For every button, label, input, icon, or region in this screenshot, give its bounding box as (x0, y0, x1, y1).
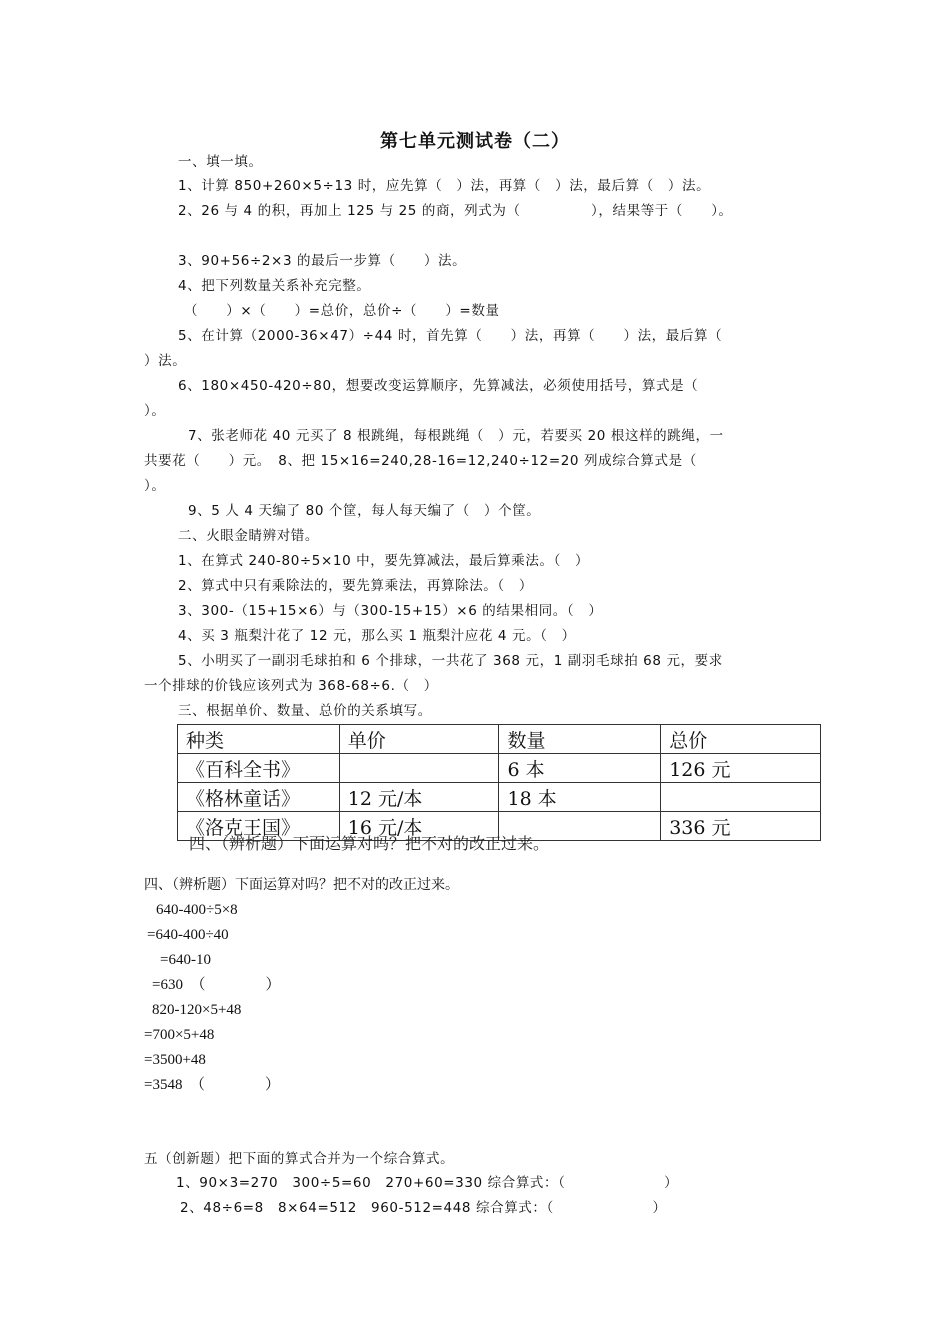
s2-q5-line1: 5、小明买了一副羽毛球拍和 6 个排球，一共花了 368 元，1 副羽毛球拍 68 元，要求 (178, 653, 723, 669)
section5-heading: 五（创新题）把下面的算式合并为一个综合算式。 (144, 1151, 455, 1167)
table-cell: 336 元 (661, 812, 821, 841)
s2-q1: 1、在算式 240-80÷5×10 中，要先算减法，最后算乘法。（ ） (178, 553, 590, 569)
table-header-row (178, 725, 821, 754)
table-cell: 12 元/本 (339, 783, 499, 812)
s1-q2: 2、26 与 4 的积，再加上 125 与 25 的商，列式为（ ），结果等于（ ）。 (178, 203, 733, 219)
header-cell: 数量 (499, 725, 661, 754)
calc2-line: 820-120×5+48 (152, 1002, 242, 1018)
s2-q3: 3、300-（15+15×6）与（300-15+15）×6 的结果相同。（ ） (178, 603, 603, 619)
cropped-text-strip (177, 834, 827, 853)
s1-q6-line2: ）。 (144, 403, 166, 419)
page-title: 第七单元测试卷（二） (380, 131, 570, 152)
s1-q5-line1: 5、在计算（2000-36×47）÷44 时，首先算（ ）法，再算（ ）法，最后算（ (178, 328, 723, 344)
section4-heading: 四、（辨析题）下面运算对吗？把不对的改正过来。 (144, 877, 459, 893)
header-cell: 种类 (178, 725, 340, 754)
s1-q9: 9、5 人 4 天编了 80 个筐，每人每天编了（ ）个筐。 (188, 503, 541, 519)
calc1-line: =630 （ ） (152, 977, 281, 993)
s1-q7-line1: 7、张老师花 40 元买了 8 根跳绳，每根跳绳（ ）元，若要买 20 根这样的跳绳，一 (188, 428, 724, 444)
section3-heading: 三、根据单价、数量、总价的关系填写。 (178, 703, 432, 719)
table-cell: 《百科全书》 (178, 754, 340, 783)
calc1-line: 640-400÷5×8 (156, 902, 238, 918)
table-cell: 16 元/本 (339, 812, 499, 841)
cropped-heading: 四、（辨析题）下面运算对吗？把不对的改正过来。 (189, 834, 550, 853)
section1-heading: 一、填一填。 (178, 154, 263, 170)
header-cell: 单价 (339, 725, 499, 754)
table-cell (339, 754, 499, 783)
table-cell: 《格林童话》 (178, 783, 340, 812)
calc1-line: =640-10 (160, 952, 211, 968)
s1-q1: 1、计算 850+260×5÷13 时，应先算（ ）法，再算（ ）法，最后算（ ）法。 (178, 178, 711, 194)
s1-q7-line3: ）。 (144, 478, 166, 494)
s5-q2: 2、48÷6=8 8×64=512 960-512=448 综合算式：（ ） (180, 1200, 667, 1216)
table-cell: 《洛克王国》 (178, 812, 340, 841)
table-row (178, 783, 821, 812)
s2-q4: 4、买 3 瓶梨汁花了 12 元，那么买 1 瓶梨汁应花 4 元。（ ） (178, 628, 576, 644)
s1-q7-line2: 共要花（ ）元。 8、把 15×16=240,28-16=12,240÷12=20 列成综合算式是（ (144, 453, 697, 469)
s1-q4-relation: （ ）×（ ）=总价，总价÷（ ）=数量 (184, 303, 500, 319)
s1-q5-line2: ）法。 (144, 353, 187, 369)
table-row (178, 754, 821, 783)
price-table (177, 724, 821, 841)
s2-q2: 2、算式中只有乘除法的，要先算乘法，再算除法。（ ） (178, 578, 533, 594)
calc2-line: =700×5+48 (144, 1027, 215, 1043)
table-cell: 18 本 (499, 783, 661, 812)
s5-q1: 1、90×3=270 300÷5=60 270+60=330 综合算式：（ ） (176, 1175, 679, 1191)
table-cell: 6 本 (499, 754, 661, 783)
table-cell: 126 元 (661, 754, 821, 783)
section2-heading: 二、火眼金睛辨对错。 (178, 528, 319, 544)
calc1-line: =640-400÷40 (147, 927, 229, 943)
s1-q4: 4、把下列数量关系补充完整。 (178, 278, 371, 294)
header-cell: 总价 (661, 725, 821, 754)
calc2-line: =3548 （ ） (144, 1077, 280, 1093)
s2-q5-line2: 一个排球的价钱应该列式为 368-68÷6.（ ） (144, 678, 438, 694)
s1-q6-line1: 6、180×450-420÷80，想要改变运算顺序，先算减法，必须使用括号，算式是（ (178, 378, 699, 394)
table-cell (661, 783, 821, 812)
s1-q3: 3、90+56÷2×3 的最后一步算（ ）法。 (178, 253, 467, 269)
calc2-line: =3500+48 (144, 1052, 206, 1068)
